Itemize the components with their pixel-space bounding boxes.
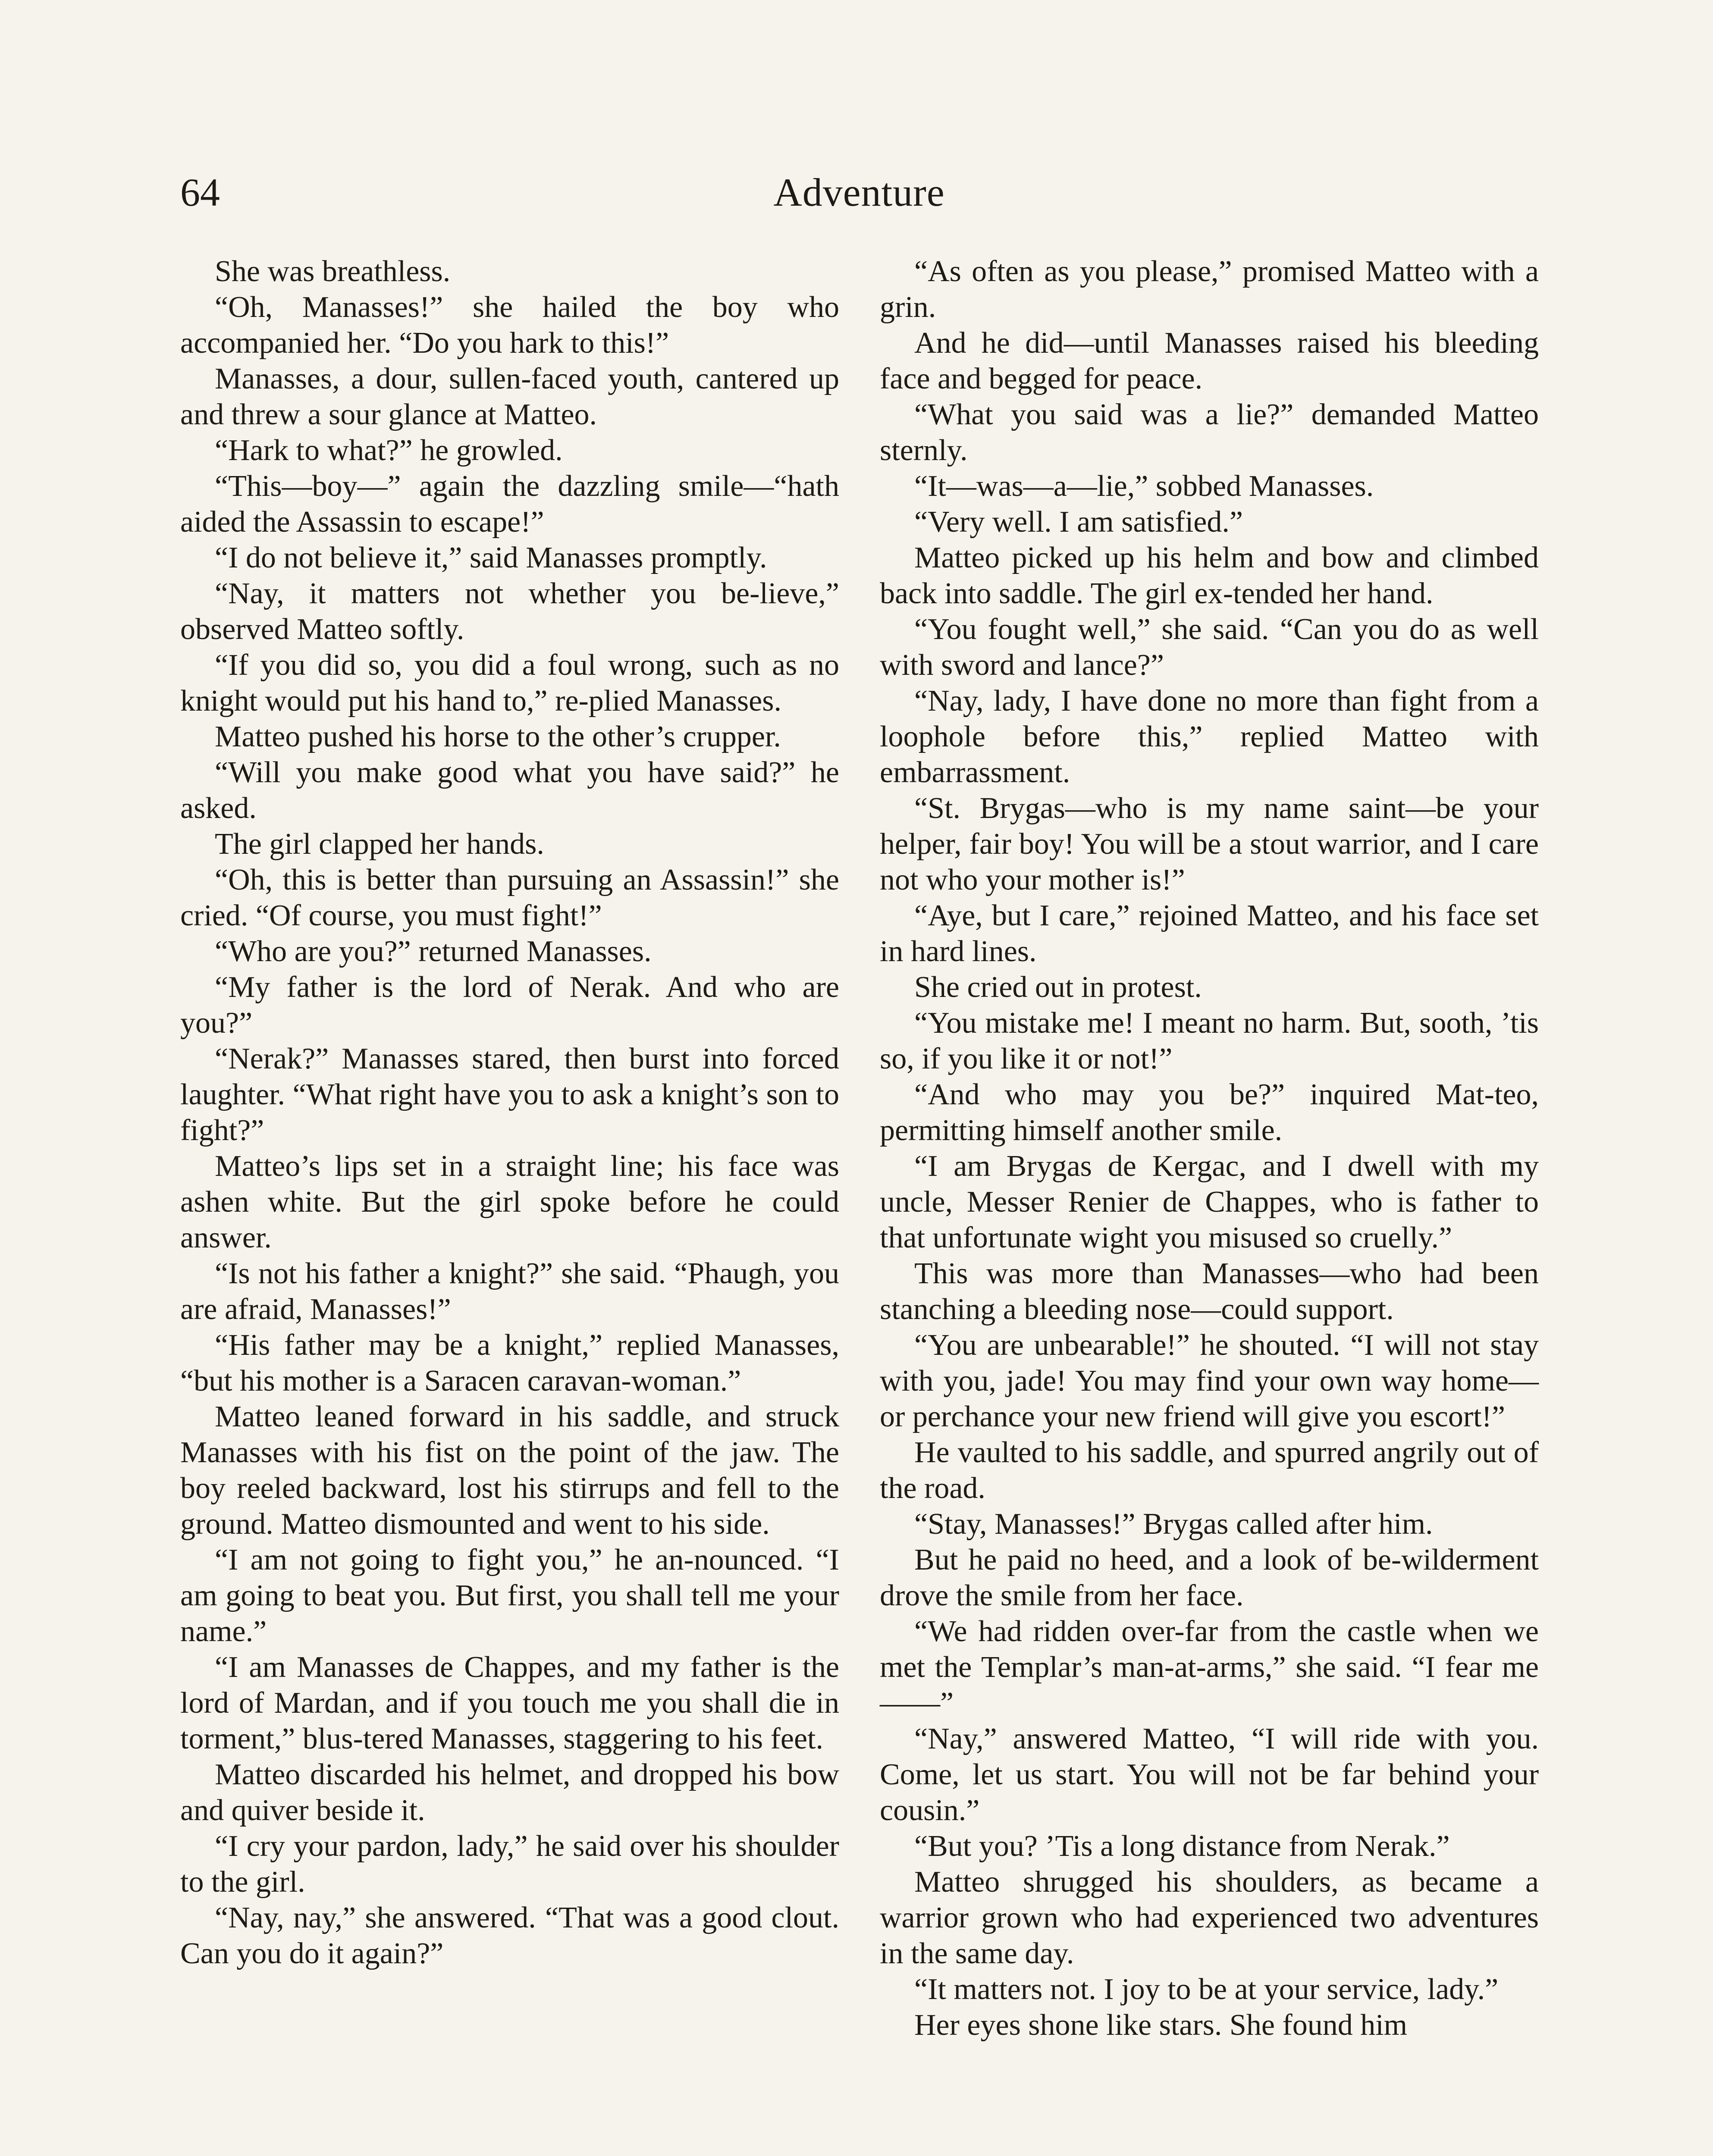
paragraph: “Nerak?” Manasses stared, then burst into forced laughter. “What right have you to ask a knight’s son to fight?” bbox=[180, 1042, 839, 1147]
paragraph: “I am not going to fight you,” he an-nounced. “I am going to beat you. But first, you shall tell me your name.” bbox=[180, 1543, 839, 1648]
paragraph: “Oh, this is better than pursuing an Assassin!” she cried. “Of course, you must fight!” bbox=[180, 863, 839, 932]
paragraph: “Oh, Manasses!” she hailed the boy who accompanied her. “Do you hark to this!” bbox=[180, 291, 839, 360]
left-column bbox=[180, 254, 839, 1971]
paragraph: “Nay, nay,” she answered. “That was a good clout. Can you do it again?” bbox=[180, 1901, 839, 1970]
paragraph: “His father may be a knight,” replied Manasses, “but his mother is a Saracen caravan-woman.” bbox=[180, 1329, 839, 1398]
paragraph: Matteo picked up his helm and bow and climbed back into saddle. The girl ex-tended her hand. bbox=[880, 541, 1539, 610]
paragraph: Matteo shrugged his shoulders, as became a warrior grown who had experienced two adventures in the same day. bbox=[880, 1865, 1539, 1970]
right-column bbox=[880, 254, 1539, 2043]
paragraph: “I cry your pardon, lady,” he said over his shoulder to the girl. bbox=[180, 1830, 839, 1899]
paragraph: Matteo discarded his helmet, and dropped his bow and quiver beside it. bbox=[180, 1758, 839, 1827]
paragraph: “Nay,” answered Matteo, “I will ride with you. Come, let us start. You will not be far behind your cousin.” bbox=[880, 1722, 1539, 1827]
paragraph: “You are unbearable!” he shouted. “I will not stay with you, jade! You may find your own way home—or perchance your new friend will give you escort!” bbox=[880, 1329, 1539, 1433]
paragraph: “It matters not. I joy to be at your service, lady.” bbox=[914, 1973, 1499, 2006]
paragraph: “I am Manasses de Chappes, and my father is the lord of Mardan, and if you touch me you shall die in torment,” blus-tered Manasses, staggering to his feet. bbox=[180, 1651, 839, 1755]
paragraph: Her eyes shone like stars. She found him bbox=[914, 2009, 1408, 2042]
paragraph: “We had ridden over-far from the castle when we met the Templar’s man-at-arms,” she said. “I fear me——” bbox=[880, 1615, 1539, 1720]
paragraph: “Aye, but I care,” rejoined Matteo, and his face set in hard lines. bbox=[880, 899, 1539, 968]
paragraph: “Will you make good what you have said?” he asked. bbox=[180, 756, 839, 825]
paragraph: “Very well. I am satisfied.” bbox=[914, 505, 1243, 539]
paragraph: The girl clapped her hands. bbox=[215, 827, 544, 861]
page-header bbox=[180, 162, 1538, 222]
paragraph: “You fought well,” she said. “Can you do as well with sword and lance?” bbox=[880, 613, 1539, 682]
paragraph: “My father is the lord of Nerak. And who are you?” bbox=[180, 971, 839, 1040]
paragraph: “This—boy—” again the dazzling smile—“hath aided the Assassin to escape!” bbox=[180, 470, 839, 539]
paragraph: “Who are you?” returned Manasses. bbox=[215, 935, 652, 968]
paragraph: “It—was—a—lie,” sobbed Manasses. bbox=[914, 470, 1374, 503]
paragraph: Matteo leaned forward in his saddle, and struck Manasses with his fist on the point of the jaw. The boy reeled backward, lost his stirrups and fell to the ground. Matteo dismounted and went to his side. bbox=[180, 1400, 839, 1541]
paragraph: “If you did so, you did a foul wrong, such as no knight would put his hand to,” re-plied Manasses. bbox=[180, 649, 839, 718]
paragraph: “Nay, lady, I have done no more than fight from a loophole before this,” replied Matteo with embarrassment. bbox=[880, 684, 1539, 789]
paragraph: Matteo pushed his horse to the other’s crupper. bbox=[215, 720, 781, 753]
paragraph: “St. Brygas—who is my name saint—be your helper, fair boy! You will be a stout warrior, and I care not who your mother is!” bbox=[880, 792, 1539, 896]
paragraph: “I do not believe it,” said Manasses promptly. bbox=[215, 541, 767, 574]
paragraph: And he did—until Manasses raised his bleeding face and begged for peace. bbox=[880, 326, 1539, 395]
page-number: 64 bbox=[180, 170, 220, 214]
paragraph: “Is not his father a knight?” she said. “Phaugh, you are afraid, Manasses!” bbox=[180, 1257, 839, 1326]
paragraph: “But you? ’Tis a long distance from Nerak.” bbox=[914, 1830, 1450, 1863]
paragraph: “You mistake me! I meant no harm. But, sooth, ’tis so, if you like it or not!” bbox=[880, 1006, 1539, 1075]
paragraph: He vaulted to his saddle, and spurred angrily out of the road. bbox=[880, 1436, 1539, 1505]
paragraph: “Nay, it matters not whether you be-lieve,” observed Matteo softly. bbox=[180, 577, 839, 646]
paragraph: “And who may you be?” inquired Mat-teo, permitting himself another smile. bbox=[880, 1078, 1539, 1147]
paragraph: Matteo’s lips set in a straight line; his face was ashen white. But the girl spoke before he could answer. bbox=[180, 1150, 839, 1254]
running-head: Adventure bbox=[773, 170, 945, 214]
paragraph: She cried out in protest. bbox=[914, 971, 1202, 1004]
paragraph: “Stay, Manasses!” Brygas called after him. bbox=[914, 1507, 1433, 1541]
paragraph: “As often as you please,” promised Matteo with a grin. bbox=[880, 255, 1539, 324]
paragraph: Manasses, a dour, sullen-faced youth, cantered up and threw a sour glance at Matteo. bbox=[180, 362, 839, 431]
paragraph: “I am Brygas de Kergac, and I dwell with my uncle, Messer Renier de Chappes, who is father to that unfortunate wight you misused so cruelly.” bbox=[880, 1150, 1539, 1254]
paragraph: She was breathless. bbox=[215, 255, 451, 288]
paragraph: “What you said was a lie?” demanded Matteo sternly. bbox=[880, 398, 1539, 467]
paragraph: But he paid no heed, and a look of be-wilderment drove the smile from her face. bbox=[880, 1543, 1539, 1612]
paragraph: This was more than Manasses—who had been stanching a bleeding nose—could support. bbox=[880, 1257, 1539, 1326]
paragraph: “Hark to what?” he growled. bbox=[215, 434, 563, 467]
